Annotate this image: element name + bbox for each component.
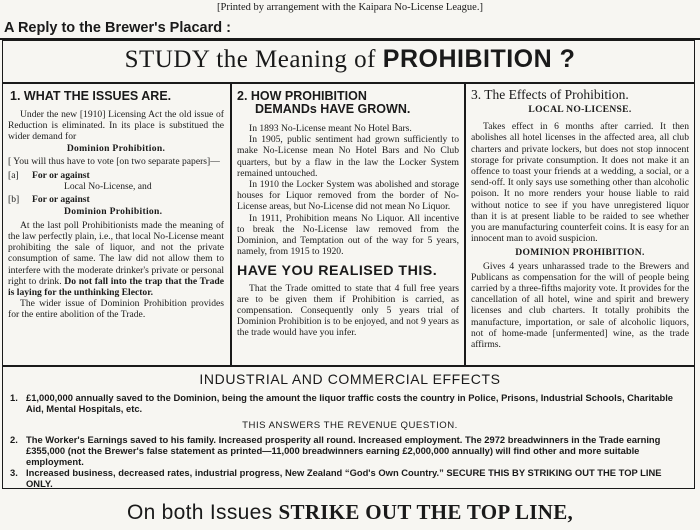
column-growth xyxy=(237,90,459,339)
column-issues-heading: 1. WHAT THE ISSUES ARE. xyxy=(10,89,172,103)
issues-para-2: [ You will thus have to vote [on two separate papers]— xyxy=(8,155,220,167)
growth-para-4: In 1911, Prohibition means No Liquor. All incentive to break the No-License law removed from the Dominion, and Temptation out of the way for 5 years, namely, from 1915 to 1920. xyxy=(237,212,459,258)
option-a xyxy=(8,170,224,181)
revenue-note: THIS ANSWERS THE REVENUE QUESTION. xyxy=(242,420,458,431)
main-title-bold: PROHIBITION ? xyxy=(382,45,576,73)
column-growth-heading-1: 2. HOW PROHIBITION xyxy=(237,89,367,103)
column-effects xyxy=(471,88,689,350)
issues-para-4: The wider issue of Dominion Prohibition provides for the entire abolition of the Trade. xyxy=(8,298,224,321)
growth-para-2: In 1905, public sentiment had grown sufficiently to make No-License mean No Hotel Bars and No Club quarters, but by a flaw in the law the Locker System remained untouched. xyxy=(237,134,459,179)
dominion-prohibition-subhead: DOMINION PROHIBITION. xyxy=(515,247,645,259)
industrial-item-3-text: Increased business, decreased rates, industrial progress, New Zealand “God's Own Country.” SECURE THIS BY STRIKING OUT THE TOP LINE ONLY. xyxy=(26,467,662,489)
issues-para-3-bold: Do not fall into the trap that the Trade is laying for the unthinking Elector. xyxy=(8,275,224,299)
option-a-sub: Local No-License, and xyxy=(64,181,152,193)
industrial-item-3 xyxy=(10,467,690,489)
option-b-label: [b] xyxy=(8,194,20,206)
realised-heading: HAVE YOU REALISED THIS. xyxy=(237,263,438,280)
issues-dominion-prohibition: Dominion Prohibition. xyxy=(66,142,166,154)
industrial-item-1-number: 1. xyxy=(10,392,18,403)
column-divider-2 xyxy=(464,83,466,365)
option-a-text: For or against xyxy=(32,170,90,182)
column-divider-1 xyxy=(230,83,232,365)
industrial-item-1-text: £1,000,000 annually saved to the Dominion, being the amount the liquor traffic costs the country in Police, Prisons, Industrial Schools, Charitable Aid, Mental Hospitals, etc. xyxy=(26,392,674,414)
option-b-sub: Dominion Prohibition. xyxy=(64,205,163,217)
industrial-title: INDUSTRIAL AND COMMERCIAL EFFECTS xyxy=(199,371,501,387)
issues-para-3-text: At the last poll Prohibitionists made the meaning of the law perfectly plain, i.e., that local No-License meant prohibiting the sale of liquor, and not the private consumption of same. The law did not allow them to interfere with the moderate drinker's private or personal right to drink. xyxy=(8,219,224,287)
growth-para-3: In 1910 the Locker System was abolished and storage houses for Liquor removed from the border of No-License areas, but No-License did not mean No Liquor. xyxy=(237,179,459,213)
industrial-item-2-text: The Worker's Earnings saved to his family. Increased prosperity all round. Increased employment. The 2972 breadwinners in the Trade earning £355,000 (not the Brewer's false statement as printed—11,000 breadwinners earning £2,000,000 annually) will find other and more suitable employment. xyxy=(26,434,661,467)
main-title-pre: STUDY the Meaning of xyxy=(124,46,383,73)
effects-para-1: Takes effect in 6 months after carried. It then abolishes all hotel licenses in the affected area, all club charters and private lockers, but does not stop innocent storage for private consumption. It does not make it an offence to toast your friends at a wedding, a social, or a send-off. It only says use something other than alcoholic poison. It no more renders your house liable to raid without notice to see if you have unregistered liquor than it is at present liable to be raided to see whether you are manufacturing counterfeit coins. It is easy for an innocent man to avoid suspicion. xyxy=(471,121,689,245)
industrial-item-2-number: 2. xyxy=(10,434,18,445)
industrial-item-2 xyxy=(10,434,690,467)
option-a-label: [a] xyxy=(8,170,19,182)
growth-para-5: That the Trade omitted to state that 4 full free years are to be given them if Prohibition is carried, as compensation. Consequently only 5 years trial of Dominion Prohibition is to be enjoyed, and not 9 years as the trade would have you infer. xyxy=(237,282,459,339)
option-b xyxy=(8,194,224,205)
industrial-item-1 xyxy=(10,392,690,414)
title-rule xyxy=(3,82,694,84)
main-title xyxy=(0,45,700,74)
column-effects-heading: 3. The Effects of Prohibition. xyxy=(471,87,629,102)
growth-para-1: In 1893 No-License meant No Hotel Bars. xyxy=(249,123,412,134)
strike-out-pre: On both Issues xyxy=(126,501,279,524)
local-no-license-subhead: LOCAL NO-LICENSE. xyxy=(528,104,632,115)
issues-para-1: Under the new [1910] Licensing Act the old issue of Reduction is eliminated. In its place is substitued the wider demand for xyxy=(8,109,224,143)
column-issues xyxy=(8,90,224,321)
effects-para-2: Gives 4 years unharassed trade to the Brewers and Publicans as compensation for the will of people being carried by a three-fifths majority vote. It provides for the cancellation of all hotel, wine and spirit and brewery licenses and club charters. It totally prohibits the manufacture, importation, or sale of alcoholic liquors, not of home-made [unfermented] wine, as the trade affirms. xyxy=(471,260,689,351)
industrial-rule xyxy=(3,365,694,367)
reply-title: A Reply to the Brewer's Placard : xyxy=(4,20,231,36)
option-b-text: For or against xyxy=(32,194,90,206)
issues-para-3 xyxy=(8,220,224,298)
strike-out-bold: STRIKE OUT THE TOP LINE, xyxy=(278,500,574,524)
printed-by-note: [Printed by arrangement with the Kaipara No-License League.] xyxy=(217,2,483,13)
column-growth-heading-2: DEMANDs HAVE GROWN. xyxy=(255,102,411,116)
industrial-item-3-number: 3. xyxy=(10,467,18,478)
strike-out-banner xyxy=(0,500,700,525)
